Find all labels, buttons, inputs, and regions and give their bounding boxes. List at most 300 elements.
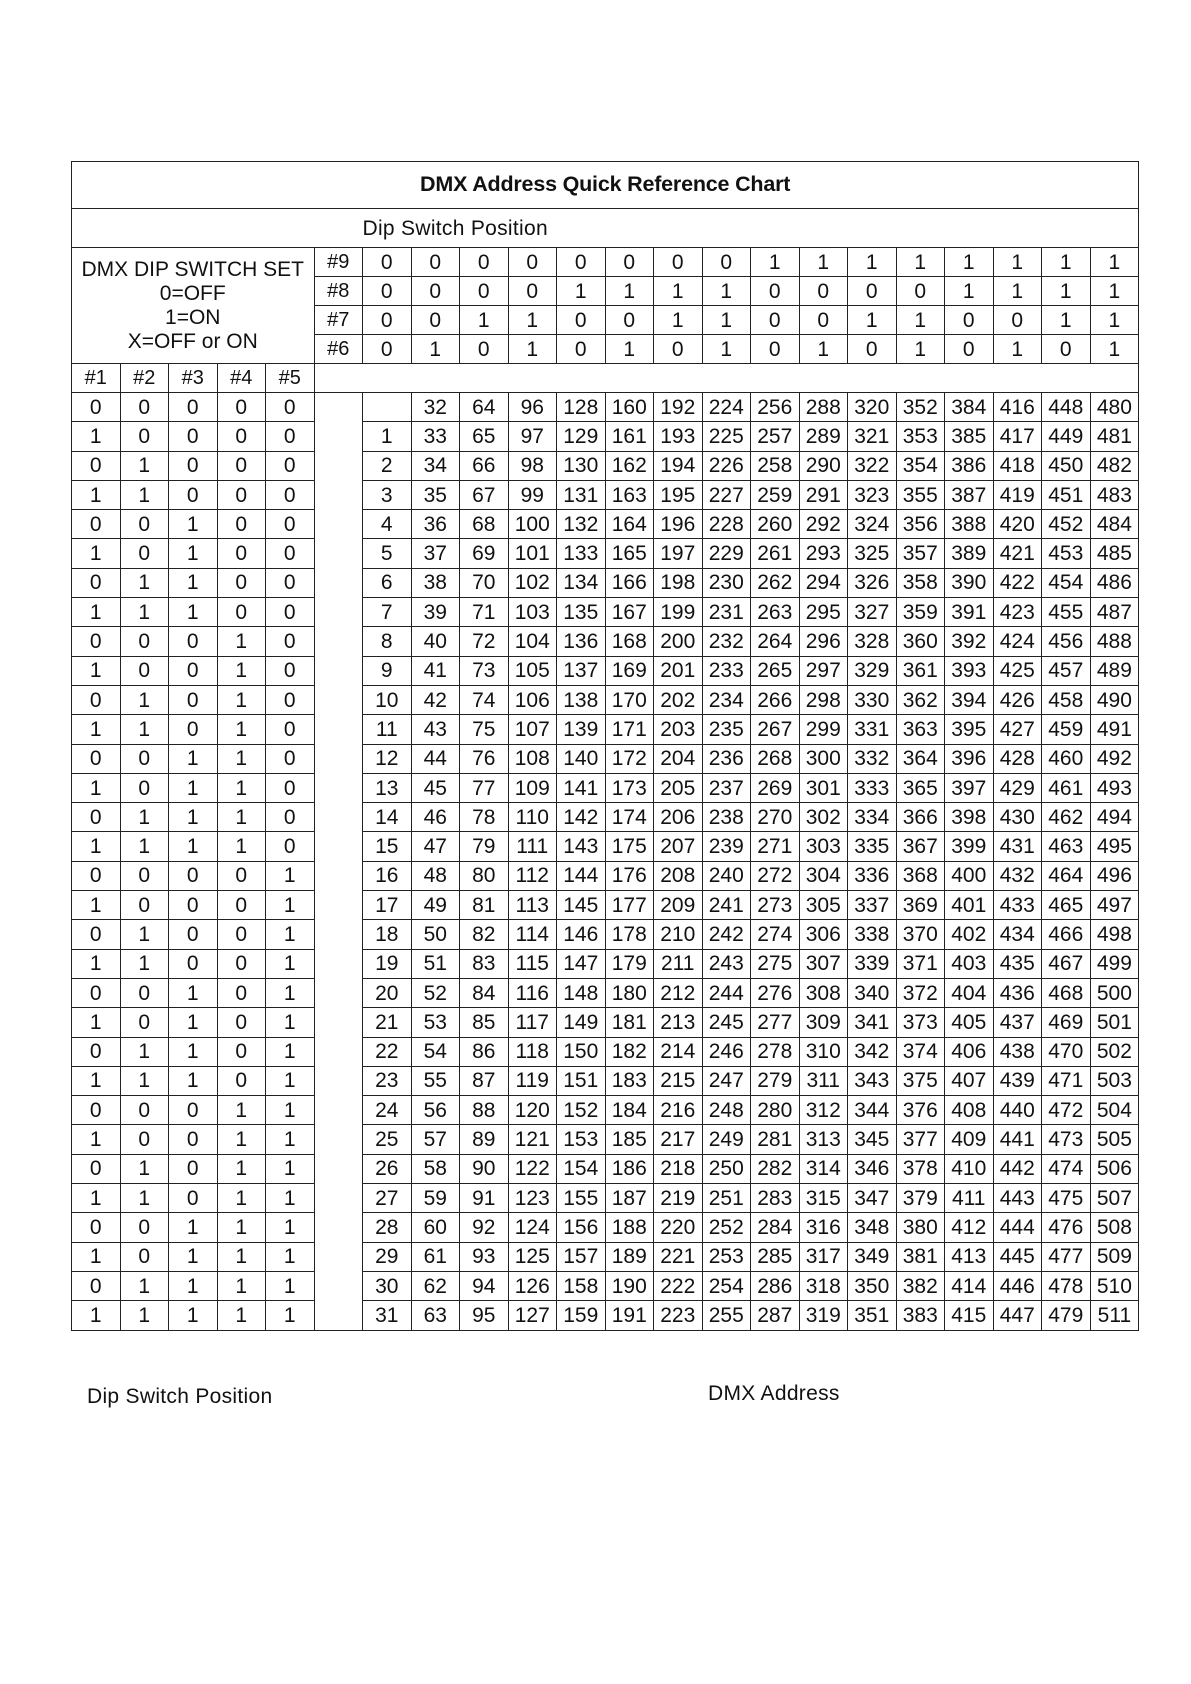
table-row xyxy=(72,1066,1139,1095)
dmx-address-cell: 333 xyxy=(848,773,897,802)
dmx-address-cell: 234 xyxy=(702,685,751,714)
dmx-address-cell: 281 xyxy=(751,1125,800,1154)
dmx-address-cell: 339 xyxy=(848,949,897,978)
dmx-address-cell: 54 xyxy=(411,1037,460,1066)
dmx-address-cell: 63 xyxy=(411,1301,460,1330)
dmx-address-cell: 230 xyxy=(702,568,751,597)
dmx-address-cell: 67 xyxy=(460,480,509,509)
dmx-address-cell: 378 xyxy=(896,1154,945,1183)
switch-value-cell: 0 xyxy=(120,978,169,1007)
switch-value-cell: 1 xyxy=(217,1301,266,1330)
dmx-address-cell: 231 xyxy=(702,598,751,627)
dmx-address-cell: 342 xyxy=(848,1037,897,1066)
switch-value-cell: 0 xyxy=(751,306,800,335)
switch-value-cell: 1 xyxy=(120,685,169,714)
switch-value-cell: 0 xyxy=(993,306,1042,335)
switch-value-cell: 1 xyxy=(266,1271,315,1300)
switch-value-cell: 0 xyxy=(72,861,121,890)
dmx-address-cell: 126 xyxy=(508,1271,557,1300)
switch-value-cell: 1 xyxy=(702,277,751,306)
switch-value-cell: 1 xyxy=(72,832,121,861)
switch-value-cell: 0 xyxy=(266,539,315,568)
switch-value-cell: 1 xyxy=(945,248,994,277)
dmx-address-cell: 387 xyxy=(945,480,994,509)
dmx-address-cell: 401 xyxy=(945,891,994,920)
table-row xyxy=(72,803,1139,832)
dmx-address-cell: 487 xyxy=(1090,598,1139,627)
switch-value-cell: 1 xyxy=(72,480,121,509)
dmx-address-cell: 226 xyxy=(702,451,751,480)
dmx-address-cell: 391 xyxy=(945,598,994,627)
dmx-address-cell: 39 xyxy=(411,598,460,627)
dmx-address-cell: 442 xyxy=(993,1154,1042,1183)
dmx-address-cell: 270 xyxy=(751,803,800,832)
switch-value-cell: 0 xyxy=(120,539,169,568)
switch-value-cell: 0 xyxy=(72,978,121,1007)
switch-value-cell: 0 xyxy=(120,510,169,539)
dmx-address-cell: 57 xyxy=(411,1125,460,1154)
switch-value-cell: 1 xyxy=(266,978,315,1007)
switch-value-cell: 1 xyxy=(1042,248,1091,277)
switch-label: #5 xyxy=(266,364,315,393)
switch-label: #3 xyxy=(169,364,218,393)
switch-value-cell: 0 xyxy=(605,306,654,335)
dmx-address-cell: 311 xyxy=(799,1066,848,1095)
dmx-address-cell: 385 xyxy=(945,422,994,451)
dmx-address-cell: 441 xyxy=(993,1125,1042,1154)
dmx-address-cell: 291 xyxy=(799,480,848,509)
switch-value-cell: 1 xyxy=(72,715,121,744)
dmx-address-cell: 462 xyxy=(1042,803,1091,832)
dmx-address-cell: 10 xyxy=(363,685,412,714)
dmx-address-cell: 136 xyxy=(557,627,606,656)
dmx-address-cell: 192 xyxy=(654,393,703,422)
switch-value-cell: 0 xyxy=(266,803,315,832)
dmx-address-cell: 490 xyxy=(1090,685,1139,714)
switch-value-cell: 1 xyxy=(266,1213,315,1242)
dmx-address-cell: 242 xyxy=(702,920,751,949)
switch-value-cell: 1 xyxy=(1090,335,1139,364)
dmx-address-cell: 214 xyxy=(654,1037,703,1066)
dmx-address-cell: 279 xyxy=(751,1066,800,1095)
dmx-address-cell: 80 xyxy=(460,861,509,890)
dmx-address-cell: 506 xyxy=(1090,1154,1139,1183)
dmx-address-cell: 328 xyxy=(848,627,897,656)
dmx-address-cell: 3 xyxy=(363,480,412,509)
dmx-address-cell: 486 xyxy=(1090,568,1139,597)
dmx-address-cell: 79 xyxy=(460,832,509,861)
dmx-address-cell: 158 xyxy=(557,1271,606,1300)
dmx-address-cell: 329 xyxy=(848,656,897,685)
dmx-address-cell: 477 xyxy=(1042,1242,1091,1271)
switch-value-cell: 0 xyxy=(217,978,266,1007)
dmx-address-cell: 249 xyxy=(702,1125,751,1154)
dmx-address-cell: 64 xyxy=(460,393,509,422)
switch-label: #6 xyxy=(314,335,363,364)
dmx-address-cell: 426 xyxy=(993,685,1042,714)
switch-value-cell: 0 xyxy=(605,248,654,277)
dmx-address-cell: 497 xyxy=(1090,891,1139,920)
dmx-address-cell: 14 xyxy=(363,803,412,832)
dmx-address-cell: 503 xyxy=(1090,1066,1139,1095)
table-row xyxy=(72,1213,1139,1242)
dmx-address-cell: 170 xyxy=(605,685,654,714)
table-row xyxy=(72,627,1139,656)
switch-value-cell: 1 xyxy=(896,306,945,335)
dmx-address-cell: 425 xyxy=(993,656,1042,685)
dmx-address-cell: 8 xyxy=(363,627,412,656)
dmx-address-cell: 432 xyxy=(993,861,1042,890)
switch-value-cell: 0 xyxy=(460,335,509,364)
table-row xyxy=(72,568,1139,597)
dmx-address-cell: 48 xyxy=(411,861,460,890)
switch-value-cell: 0 xyxy=(363,277,412,306)
dmx-address-cell: 353 xyxy=(896,422,945,451)
dmx-address-cell: 7 xyxy=(363,598,412,627)
dmx-address-cell: 171 xyxy=(605,715,654,744)
switch-value-cell: 0 xyxy=(217,480,266,509)
switch-value-cell: 0 xyxy=(169,715,218,744)
dmx-address-cell: 174 xyxy=(605,803,654,832)
dmx-address-cell: 42 xyxy=(411,685,460,714)
dmx-address-cell: 153 xyxy=(557,1125,606,1154)
switch-value-cell: 1 xyxy=(169,568,218,597)
dmx-address-cell: 62 xyxy=(411,1271,460,1300)
dmx-address-cell: 30 xyxy=(363,1271,412,1300)
table-row xyxy=(72,539,1139,568)
dmx-address-cell: 424 xyxy=(993,627,1042,656)
dmx-address-cell: 252 xyxy=(702,1213,751,1242)
switch-value-cell: 1 xyxy=(266,1242,315,1271)
switch-value-cell: 1 xyxy=(799,248,848,277)
dmx-address-cell: 235 xyxy=(702,715,751,744)
switch-value-cell: 1 xyxy=(266,1154,315,1183)
switch-value-cell: 0 xyxy=(120,1096,169,1125)
switch-value-cell: 1 xyxy=(993,248,1042,277)
switch-value-cell: 0 xyxy=(72,803,121,832)
dmx-address-cell: 310 xyxy=(799,1037,848,1066)
dmx-address-cell: 71 xyxy=(460,598,509,627)
dmx-address-cell: 66 xyxy=(460,451,509,480)
dmx-address-cell: 481 xyxy=(1090,422,1139,451)
dmx-address-cell: 285 xyxy=(751,1242,800,1271)
dmx-address-cell: 120 xyxy=(508,1096,557,1125)
dmx-address-cell: 454 xyxy=(1042,568,1091,597)
switch-value-cell: 1 xyxy=(217,832,266,861)
switch-value-cell: 0 xyxy=(266,480,315,509)
table-row xyxy=(72,1301,1139,1330)
dmx-address-cell: 83 xyxy=(460,949,509,978)
switch-value-cell: 0 xyxy=(120,744,169,773)
switch-value-cell: 1 xyxy=(217,1184,266,1213)
switch-value-cell: 1 xyxy=(217,1154,266,1183)
switch-value-cell: 0 xyxy=(751,277,800,306)
switch-value-cell: 0 xyxy=(266,422,315,451)
switch-value-cell: 0 xyxy=(751,335,800,364)
dmx-address-cell: 88 xyxy=(460,1096,509,1125)
dmx-address-cell: 186 xyxy=(605,1154,654,1183)
switch-value-cell: 0 xyxy=(266,393,315,422)
dmx-address-cell: 418 xyxy=(993,451,1042,480)
dmx-address-cell: 274 xyxy=(751,920,800,949)
dmx-address-cell: 197 xyxy=(654,539,703,568)
dmx-address-cell: 500 xyxy=(1090,978,1139,1007)
table-row xyxy=(72,1184,1139,1213)
dmx-address-cell: 463 xyxy=(1042,832,1091,861)
dmx-address-cell: 325 xyxy=(848,539,897,568)
dmx-address-cell: 374 xyxy=(896,1037,945,1066)
switch-value-cell: 1 xyxy=(266,949,315,978)
dmx-address-cell: 211 xyxy=(654,949,703,978)
dmx-address-cell: 501 xyxy=(1090,1008,1139,1037)
dmx-address-cell: 21 xyxy=(363,1008,412,1037)
dmx-address-cell: 135 xyxy=(557,598,606,627)
dmx-address-cell: 169 xyxy=(605,656,654,685)
switch-value-cell: 1 xyxy=(169,510,218,539)
dmx-address-cell: 58 xyxy=(411,1154,460,1183)
dmx-address-cell: 508 xyxy=(1090,1213,1139,1242)
dmx-address-cell: 265 xyxy=(751,656,800,685)
dmx-address-cell xyxy=(363,393,412,422)
dmx-address-cell: 343 xyxy=(848,1066,897,1095)
dmx-address-cell: 260 xyxy=(751,510,800,539)
dmx-address-cell: 37 xyxy=(411,539,460,568)
dmx-address-cell: 65 xyxy=(460,422,509,451)
dmx-address-cell: 345 xyxy=(848,1125,897,1154)
dmx-address-cell: 133 xyxy=(557,539,606,568)
dmx-address-cell: 139 xyxy=(557,715,606,744)
dmx-address-cell: 81 xyxy=(460,891,509,920)
switch-value-cell: 1 xyxy=(266,1301,315,1330)
dmx-address-cell: 430 xyxy=(993,803,1042,832)
dmx-address-cell: 208 xyxy=(654,861,703,890)
dmx-address-cell: 259 xyxy=(751,480,800,509)
dmx-address-cell: 93 xyxy=(460,1242,509,1271)
dmx-address-cell: 314 xyxy=(799,1154,848,1183)
dmx-address-cell: 155 xyxy=(557,1184,606,1213)
dip-switch-position-header: Dip Switch Position xyxy=(363,209,1139,248)
switch-value-cell: 1 xyxy=(266,1184,315,1213)
dmx-address-cell: 298 xyxy=(799,685,848,714)
dmx-address-cell: 140 xyxy=(557,744,606,773)
switch-value-cell: 1 xyxy=(266,861,315,890)
dmx-address-cell: 358 xyxy=(896,568,945,597)
switch-value-cell: 0 xyxy=(654,335,703,364)
dmx-address-cell: 251 xyxy=(702,1184,751,1213)
dmx-address-cell: 47 xyxy=(411,832,460,861)
switch-label: #2 xyxy=(120,364,169,393)
dmx-address-cell: 257 xyxy=(751,422,800,451)
dmx-address-cell: 264 xyxy=(751,627,800,656)
switch-value-cell: 0 xyxy=(169,891,218,920)
dmx-address-cell: 221 xyxy=(654,1242,703,1271)
dmx-address-cell: 100 xyxy=(508,510,557,539)
dmx-address-cell: 455 xyxy=(1042,598,1091,627)
dmx-address-cell: 213 xyxy=(654,1008,703,1037)
switch-value-cell: 0 xyxy=(217,1008,266,1037)
dmx-address-cell: 248 xyxy=(702,1096,751,1125)
dmx-address-cell: 268 xyxy=(751,744,800,773)
switch-value-cell: 1 xyxy=(266,891,315,920)
switch-label: #1 xyxy=(72,364,121,393)
switch-value-cell: 0 xyxy=(120,393,169,422)
switch-value-cell: 0 xyxy=(557,306,606,335)
table-row xyxy=(72,480,1139,509)
dmx-address-cell: 168 xyxy=(605,627,654,656)
table-row xyxy=(72,1096,1139,1125)
switch-value-cell: 1 xyxy=(1042,277,1091,306)
dmx-address-cell: 244 xyxy=(702,978,751,1007)
dmx-address-cell: 69 xyxy=(460,539,509,568)
switch-value-cell: 0 xyxy=(72,393,121,422)
dmx-address-cell: 167 xyxy=(605,598,654,627)
high-switch-row xyxy=(72,248,1139,277)
dmx-address-cell: 17 xyxy=(363,891,412,920)
switch-value-cell: 0 xyxy=(848,277,897,306)
dmx-address-cell: 331 xyxy=(848,715,897,744)
dmx-address-cell: 278 xyxy=(751,1037,800,1066)
dmx-address-cell: 337 xyxy=(848,891,897,920)
dmx-address-cell: 493 xyxy=(1090,773,1139,802)
dmx-address-cell: 161 xyxy=(605,422,654,451)
dmx-address-cell: 443 xyxy=(993,1184,1042,1213)
dmx-address-cell: 227 xyxy=(702,480,751,509)
switch-value-cell: 1 xyxy=(120,1184,169,1213)
dmx-address-cell: 78 xyxy=(460,803,509,832)
switch-value-cell: 1 xyxy=(605,335,654,364)
dmx-address-cell: 433 xyxy=(993,891,1042,920)
dmx-address-cell: 320 xyxy=(848,393,897,422)
switch-value-cell: 1 xyxy=(72,1242,121,1271)
dmx-address-cell: 355 xyxy=(896,480,945,509)
switch-value-cell: 1 xyxy=(169,598,218,627)
switch-value-cell: 1 xyxy=(120,1154,169,1183)
dmx-address-cell: 243 xyxy=(702,949,751,978)
switch-value-cell: 0 xyxy=(266,451,315,480)
dmx-address-cell: 458 xyxy=(1042,685,1091,714)
dmx-address-cell: 160 xyxy=(605,393,654,422)
switch-value-cell: 1 xyxy=(654,277,703,306)
dmx-address-cell: 475 xyxy=(1042,1184,1091,1213)
dmx-address-cell: 105 xyxy=(508,656,557,685)
dmx-address-cell: 370 xyxy=(896,920,945,949)
dmx-address-cell: 20 xyxy=(363,978,412,1007)
dmx-address-cell: 412 xyxy=(945,1213,994,1242)
dmx-address-cell: 209 xyxy=(654,891,703,920)
dmx-address-cell: 77 xyxy=(460,773,509,802)
dmx-address-cell: 390 xyxy=(945,568,994,597)
switch-value-cell: 1 xyxy=(217,1242,266,1271)
dmx-address-cell: 166 xyxy=(605,568,654,597)
dmx-address-cell: 185 xyxy=(605,1125,654,1154)
dmx-address-cell: 27 xyxy=(363,1184,412,1213)
switch-label: #7 xyxy=(314,306,363,335)
dmx-address-cell: 494 xyxy=(1090,803,1139,832)
switch-value-cell: 0 xyxy=(120,656,169,685)
switch-value-cell: 1 xyxy=(169,744,218,773)
chart-title: DMX Address Quick Reference Chart xyxy=(72,162,1139,209)
dmx-address-cell: 323 xyxy=(848,480,897,509)
switch-value-cell: 1 xyxy=(169,1213,218,1242)
dmx-address-cell: 275 xyxy=(751,949,800,978)
switch-value-cell: 0 xyxy=(72,685,121,714)
dmx-address-cell: 318 xyxy=(799,1271,848,1300)
dmx-address-cell: 134 xyxy=(557,568,606,597)
switch-value-cell: 0 xyxy=(266,744,315,773)
switch-value-cell: 1 xyxy=(266,1125,315,1154)
dmx-address-cell: 263 xyxy=(751,598,800,627)
dmx-address-cell: 269 xyxy=(751,773,800,802)
switch-value-cell: 1 xyxy=(1090,248,1139,277)
dmx-address-cell: 181 xyxy=(605,1008,654,1037)
dmx-address-cell: 360 xyxy=(896,627,945,656)
dmx-address-cell: 258 xyxy=(751,451,800,480)
table-row xyxy=(72,685,1139,714)
dmx-address-cell: 250 xyxy=(702,1154,751,1183)
dmx-address-cell: 348 xyxy=(848,1213,897,1242)
dmx-address-cell: 392 xyxy=(945,627,994,656)
switch-value-cell: 1 xyxy=(848,306,897,335)
dmx-address-cell: 111 xyxy=(508,832,557,861)
dmx-address-cell: 131 xyxy=(557,480,606,509)
switch-value-cell: 0 xyxy=(460,248,509,277)
dmx-address-cell: 460 xyxy=(1042,744,1091,773)
dmx-address-cell: 13 xyxy=(363,773,412,802)
dmx-address-cell: 450 xyxy=(1042,451,1091,480)
dmx-address-cell: 476 xyxy=(1042,1213,1091,1242)
dmx-address-cell: 510 xyxy=(1090,1271,1139,1300)
switch-value-cell: 0 xyxy=(363,335,412,364)
switch-value-cell: 0 xyxy=(266,510,315,539)
dmx-address-cell: 470 xyxy=(1042,1037,1091,1066)
switch-value-cell: 0 xyxy=(72,1096,121,1125)
dmx-address-cell: 190 xyxy=(605,1271,654,1300)
dmx-address-cell: 319 xyxy=(799,1301,848,1330)
switch-value-cell: 0 xyxy=(72,1213,121,1242)
switch-label: #4 xyxy=(217,364,266,393)
dmx-address-cell: 492 xyxy=(1090,744,1139,773)
switch-value-cell: 0 xyxy=(363,248,412,277)
dmx-address-cell: 110 xyxy=(508,803,557,832)
dmx-address-cell: 175 xyxy=(605,832,654,861)
dmx-address-cell: 336 xyxy=(848,861,897,890)
dmx-address-cell: 94 xyxy=(460,1271,509,1300)
dmx-address-cell: 340 xyxy=(848,978,897,1007)
dmx-address-cell: 216 xyxy=(654,1096,703,1125)
dmx-address-cell: 99 xyxy=(508,480,557,509)
switch-value-cell: 0 xyxy=(169,393,218,422)
dmx-address-cell: 284 xyxy=(751,1213,800,1242)
switch-value-cell: 1 xyxy=(120,1066,169,1095)
switch-value-cell: 0 xyxy=(120,773,169,802)
dmx-address-cell: 157 xyxy=(557,1242,606,1271)
dmx-address-cell: 124 xyxy=(508,1213,557,1242)
dmx-address-cell: 436 xyxy=(993,978,1042,1007)
dmx-address-cell: 145 xyxy=(557,891,606,920)
switch-value-cell: 1 xyxy=(120,480,169,509)
switch-value-cell: 0 xyxy=(169,685,218,714)
dmx-address-cell: 73 xyxy=(460,656,509,685)
dmx-address-cell: 103 xyxy=(508,598,557,627)
switch-value-cell: 1 xyxy=(169,1271,218,1300)
dmx-address-cell: 191 xyxy=(605,1301,654,1330)
dmx-table xyxy=(71,161,1139,1331)
switch-value-cell: 0 xyxy=(217,568,266,597)
switch-value-cell: 0 xyxy=(557,335,606,364)
dmx-address-cell: 375 xyxy=(896,1066,945,1095)
dmx-address-cell: 444 xyxy=(993,1213,1042,1242)
dmx-address-cell: 468 xyxy=(1042,978,1091,1007)
